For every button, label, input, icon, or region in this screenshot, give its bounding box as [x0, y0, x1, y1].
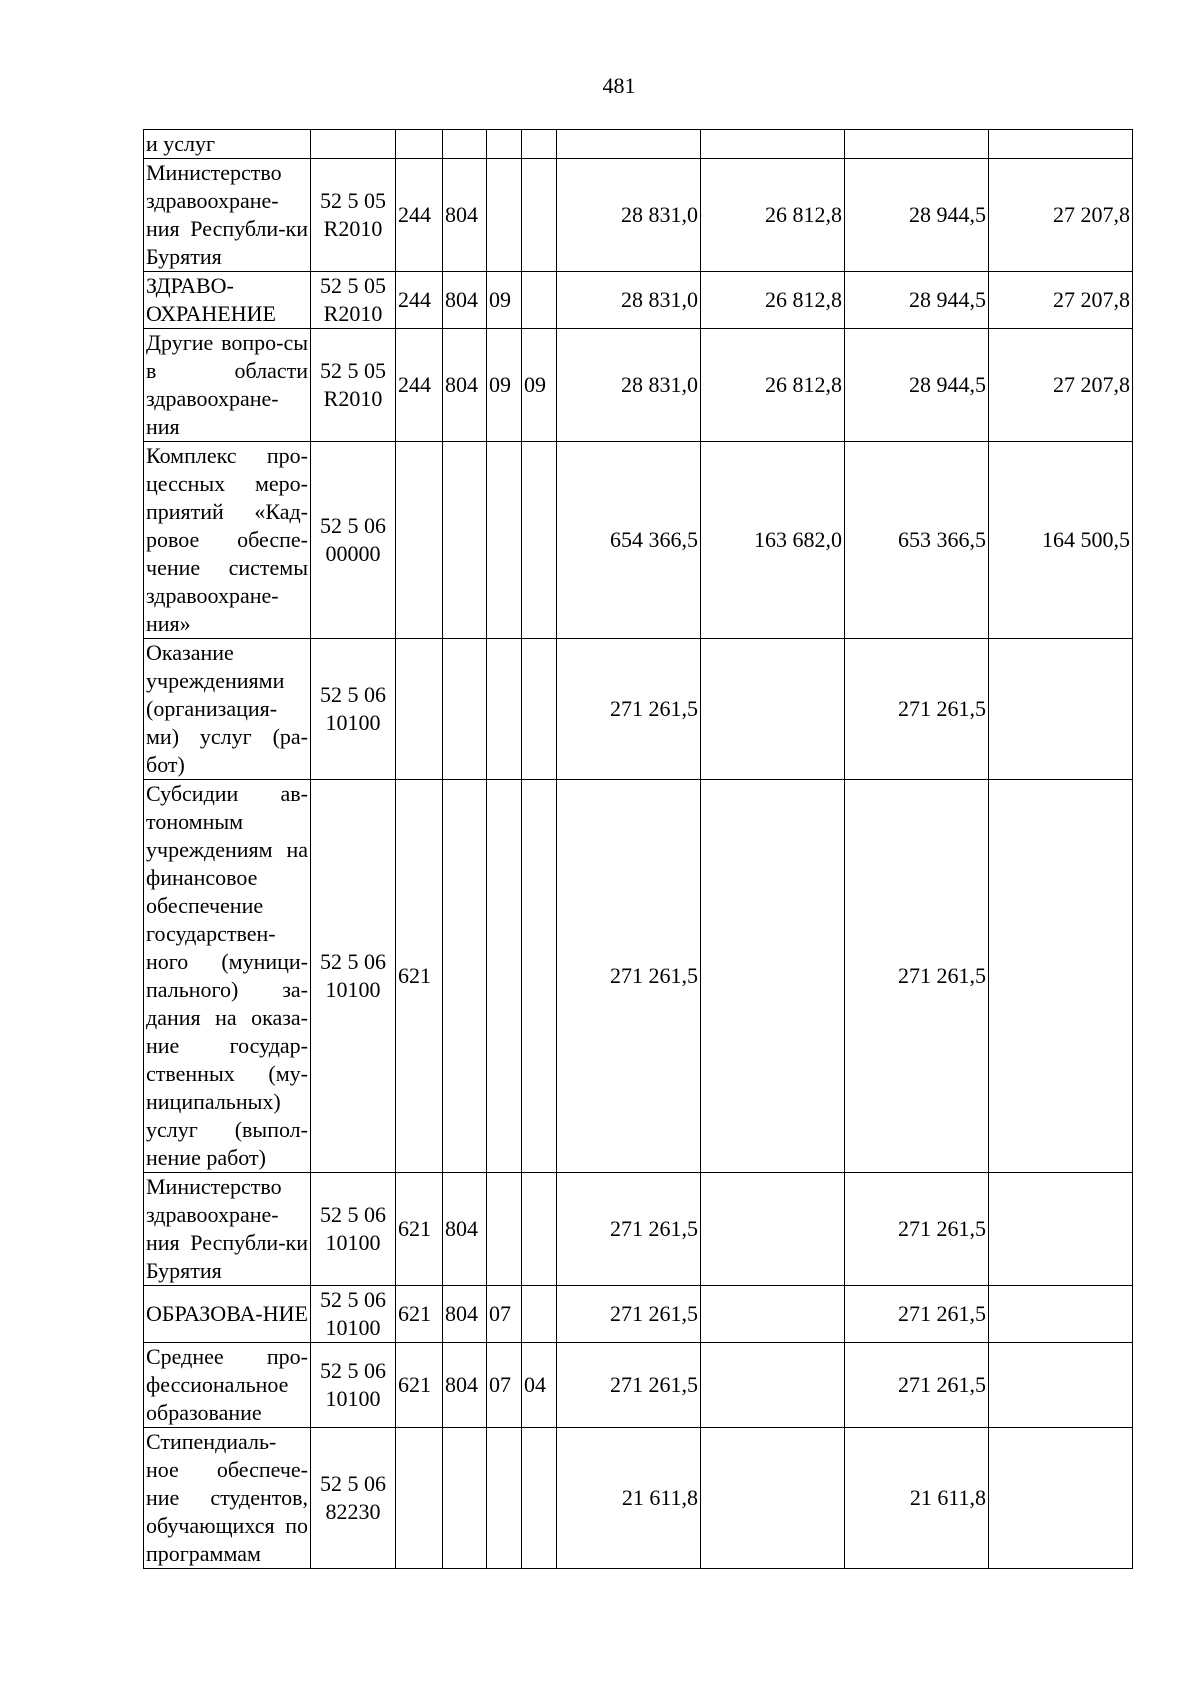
- amount-4: [989, 1173, 1133, 1286]
- main-manager-code: 804: [443, 1173, 487, 1286]
- amount-2: [701, 1286, 845, 1343]
- amount-2: 26 812,8: [701, 272, 845, 329]
- amount-3: [845, 130, 989, 159]
- amount-1: 271 261,5: [557, 1343, 701, 1428]
- table-row: [144, 1173, 1133, 1286]
- row-name: Оказание учреждениями (организация-ми) услуг (ра-бот): [144, 639, 311, 780]
- amount-1: 28 831,0: [557, 329, 701, 442]
- amount-2: [701, 780, 845, 1173]
- main-manager-code: 804: [443, 1286, 487, 1343]
- table-row: [144, 1343, 1133, 1428]
- amount-3: 271 261,5: [845, 780, 989, 1173]
- amount-1: 271 261,5: [557, 780, 701, 1173]
- amount-1: 21 611,8: [557, 1428, 701, 1569]
- main-manager-code: [443, 780, 487, 1173]
- section-code: [487, 639, 522, 780]
- row-name: ЗДРАВО-ОХРАНЕНИЕ: [144, 272, 311, 329]
- amount-1: 654 366,5: [557, 442, 701, 639]
- expense-type-code: 621: [396, 1173, 443, 1286]
- expense-type-code: [396, 639, 443, 780]
- amount-1: 28 831,0: [557, 159, 701, 272]
- amount-3: 21 611,8: [845, 1428, 989, 1569]
- row-name: Другие вопро-сы в области здравоохране-ния: [144, 329, 311, 442]
- table-row: [144, 1286, 1133, 1343]
- expense-type-code: 244: [396, 159, 443, 272]
- main-manager-code: [443, 639, 487, 780]
- target-article-code: 52 5 06 10100: [311, 780, 396, 1173]
- amount-2: 26 812,8: [701, 159, 845, 272]
- main-manager-code: 804: [443, 272, 487, 329]
- row-name: Субсидии ав-тономным учреждениям на финансовое обеспечение государствен-ного (муници-пального) за-дания на оказа-ние государ-ственных (му-ниципальных) услуг (выпол-нение работ): [144, 780, 311, 1173]
- table-row: [144, 1428, 1133, 1569]
- amount-1: 271 261,5: [557, 1286, 701, 1343]
- expense-type-code: 621: [396, 1286, 443, 1343]
- subsection-code: [522, 1286, 557, 1343]
- amount-2: [701, 639, 845, 780]
- section-code: [487, 159, 522, 272]
- row-name: ОБРАЗОВА-НИЕ: [144, 1286, 311, 1343]
- amount-1: 271 261,5: [557, 1173, 701, 1286]
- page-number: 481: [602, 73, 636, 98]
- main-manager-code: [443, 130, 487, 159]
- main-manager-code: 804: [443, 1343, 487, 1428]
- table-row: [144, 272, 1133, 329]
- section-code: [487, 1428, 522, 1569]
- amount-4: [989, 130, 1133, 159]
- amount-2: 26 812,8: [701, 329, 845, 442]
- amount-3: 271 261,5: [845, 1286, 989, 1343]
- subsection-code: [522, 1173, 557, 1286]
- target-article-code: 52 5 06 10100: [311, 1173, 396, 1286]
- row-name: Среднее про-фессиональное образование: [144, 1343, 311, 1428]
- expense-type-code: 244: [396, 329, 443, 442]
- row-name: Стипендиаль-ное обеспече-ние студентов, обучающихся по программам: [144, 1428, 311, 1569]
- target-article-code: 52 5 05 R2010: [311, 329, 396, 442]
- table-row: [144, 329, 1133, 442]
- target-article-code: 52 5 05 R2010: [311, 159, 396, 272]
- expense-type-code: 621: [396, 1343, 443, 1428]
- section-code: [487, 442, 522, 639]
- amount-2: 163 682,0: [701, 442, 845, 639]
- target-article-code: [311, 130, 396, 159]
- table-row: [144, 159, 1133, 272]
- expense-type-code: 621: [396, 780, 443, 1173]
- subsection-code: [522, 1428, 557, 1569]
- amount-3: 28 944,5: [845, 159, 989, 272]
- section-code: [487, 780, 522, 1173]
- subsection-code: [522, 780, 557, 1173]
- subsection-code: [522, 272, 557, 329]
- section-code: 09: [487, 329, 522, 442]
- main-manager-code: [443, 442, 487, 639]
- subsection-code: 04: [522, 1343, 557, 1428]
- amount-4: [989, 1286, 1133, 1343]
- amount-2: [701, 1343, 845, 1428]
- table-row: [144, 442, 1133, 639]
- row-name: Министерство здравоохране-ния Республи-ки Бурятия: [144, 159, 311, 272]
- main-manager-code: 804: [443, 329, 487, 442]
- amount-3: 653 366,5: [845, 442, 989, 639]
- section-code: [487, 1173, 522, 1286]
- expense-type-code: [396, 442, 443, 639]
- amount-3: 271 261,5: [845, 1173, 989, 1286]
- table-row: [144, 780, 1133, 1173]
- expense-type-code: [396, 130, 443, 159]
- target-article-code: 52 5 06 10100: [311, 1343, 396, 1428]
- amount-4: 27 207,8: [989, 329, 1133, 442]
- section-code: [487, 130, 522, 159]
- target-article-code: 52 5 06 10100: [311, 1286, 396, 1343]
- amount-3: 271 261,5: [845, 639, 989, 780]
- expense-type-code: 244: [396, 272, 443, 329]
- table-row: [144, 639, 1133, 780]
- target-article-code: 52 5 06 10100: [311, 639, 396, 780]
- table-row: [144, 130, 1133, 159]
- subsection-code: [522, 130, 557, 159]
- amount-2: [701, 1173, 845, 1286]
- amount-4: [989, 639, 1133, 780]
- row-name: и услуг: [144, 130, 311, 159]
- target-article-code: 52 5 05 R2010: [311, 272, 396, 329]
- target-article-code: 52 5 06 00000: [311, 442, 396, 639]
- amount-3: 28 944,5: [845, 272, 989, 329]
- amount-1: 271 261,5: [557, 639, 701, 780]
- expense-type-code: [396, 1428, 443, 1569]
- row-name: Министерство здравоохране-ния Республи-ки Бурятия: [144, 1173, 311, 1286]
- amount-4: [989, 1428, 1133, 1569]
- amount-4: 27 207,8: [989, 272, 1133, 329]
- main-manager-code: 804: [443, 159, 487, 272]
- subsection-code: [522, 639, 557, 780]
- subsection-code: [522, 159, 557, 272]
- amount-3: 28 944,5: [845, 329, 989, 442]
- budget-table: [143, 129, 1133, 1569]
- amount-4: 27 207,8: [989, 159, 1133, 272]
- row-name: Комплекс про-цессных меро-приятий «Кад-ровое обеспе-чение системы здравоохране-ния»: [144, 442, 311, 639]
- amount-1: 28 831,0: [557, 272, 701, 329]
- amount-2: [701, 130, 845, 159]
- amount-2: [701, 1428, 845, 1569]
- subsection-code: [522, 442, 557, 639]
- target-article-code: 52 5 06 82230: [311, 1428, 396, 1569]
- amount-4: [989, 1343, 1133, 1428]
- section-code: 07: [487, 1286, 522, 1343]
- main-manager-code: [443, 1428, 487, 1569]
- section-code: 09: [487, 272, 522, 329]
- amount-3: 271 261,5: [845, 1343, 989, 1428]
- amount-4: 164 500,5: [989, 442, 1133, 639]
- section-code: 07: [487, 1343, 522, 1428]
- amount-1: [557, 130, 701, 159]
- amount-4: [989, 780, 1133, 1173]
- subsection-code: 09: [522, 329, 557, 442]
